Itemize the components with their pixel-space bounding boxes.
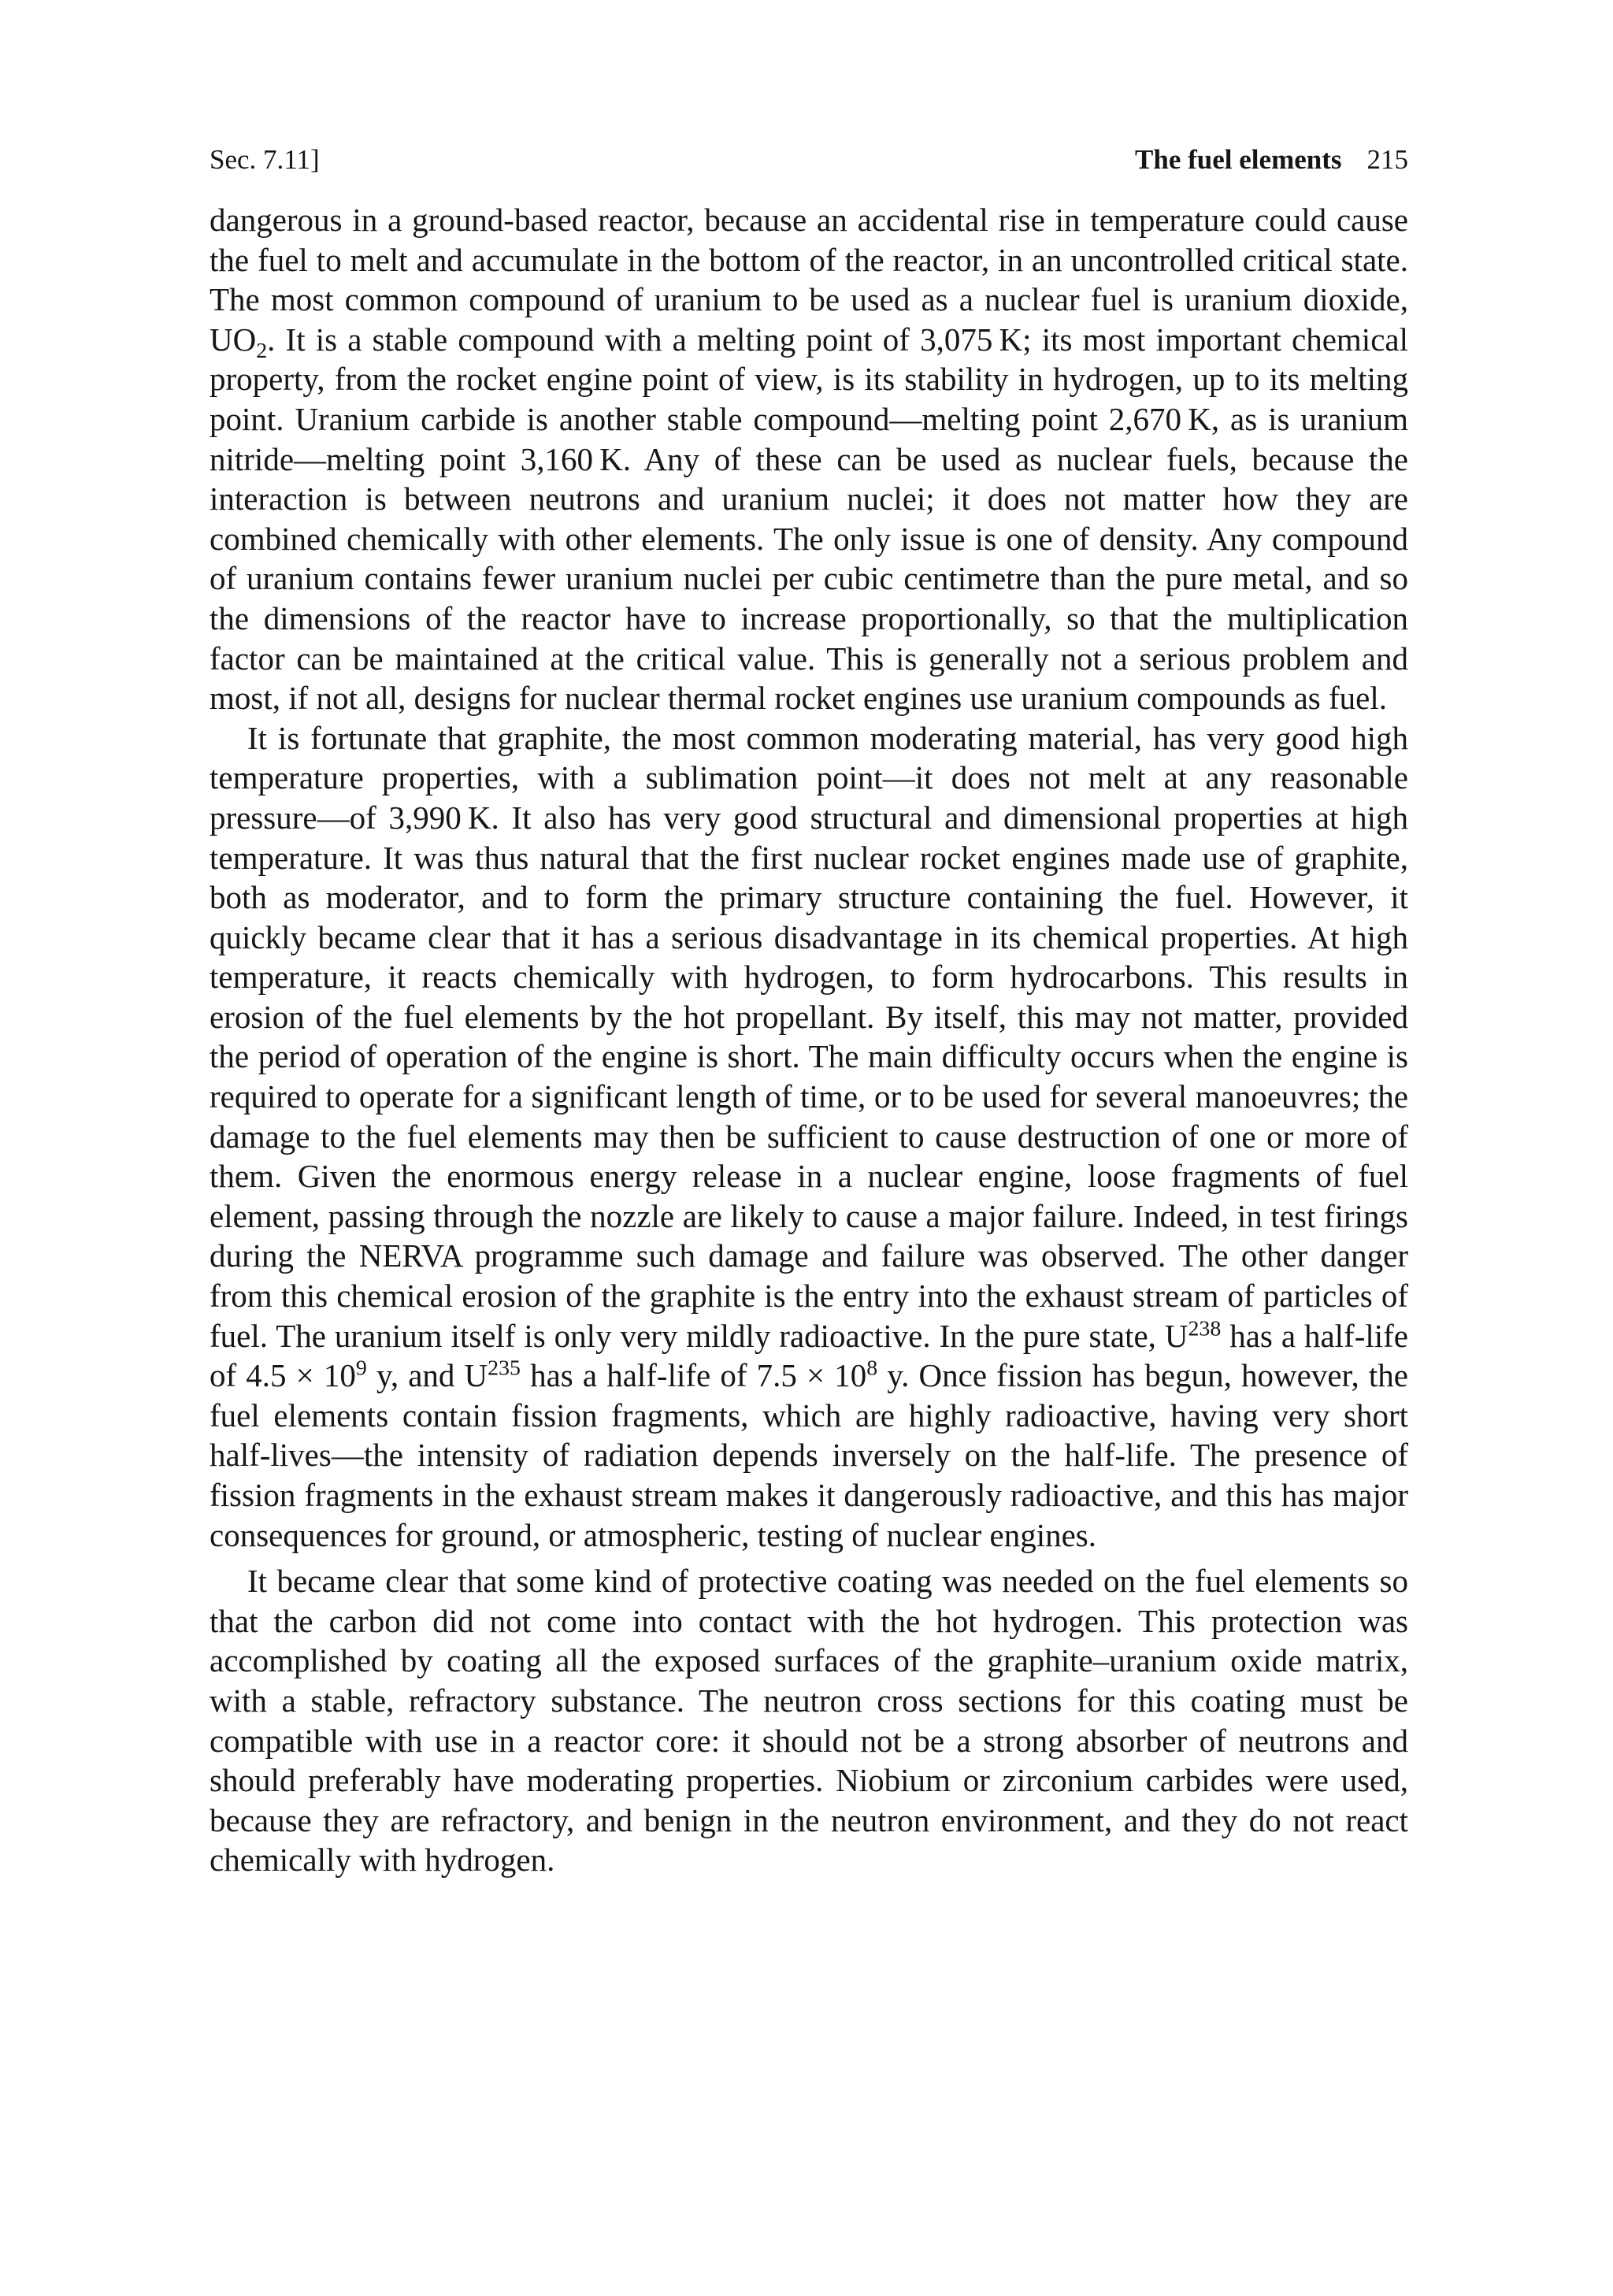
paragraph-1	[210, 200, 1408, 718]
paragraph-1-text-b: . It is a stable compound with a melting point of 3,075 K; its most important chemical property, from the rocket engine point of view, is its stability in hydrogen, up to its melting point. Uranium carbide is another stable compound—melting point 2,670 K, as is uranium nitride—melting point 3,160 K. Any of these can be used as nuclear fuels, because the interaction is between neutrons and uranium nuclei; it does not matter how they are combined chemically with other elements. The only issue is one of density. Any compound of uranium contains fewer uranium nuclei per cubic centimetre than the pure metal, and so the dimensions of the reactor have to increase proportionally, so that the multiplication factor can be maintained at the critical value. This is generally not a serious problem and most, if not all, designs for nuclear thermal rocket engines use uranium compounds as fuel.	[210, 321, 1408, 717]
paragraph-2	[210, 718, 1408, 1555]
book-page	[210, 140, 1408, 1880]
paragraph-2-text-a: It is fortunate that graphite, the most common moderating material, has very good high temperature properties, with a sublimation point—it does not melt at any reasonable pressure—of 3,990 K. It also has very good structural and dimensional properties at high temperature. It was thus natural that the first nuclear rocket engines made use of graphite, both as moderator, and to form the primary structure containing the fuel. However, it quickly became clear that it has a serious disadvantage in its chemical properties. At high temperature, it reacts chemically with hydrogen, to form hydrocarbons. This results in erosion of the fuel elements by the hot propellant. By itself, this may not matter, provided the period of operation of the engine is short. The main difficulty occurs when the engine is required to operate for a significant length of time, or to be used for several manoeuvres; the damage to the fuel elements may then be sufficient to cause destruction of one or more of them. Given the enormous energy release in a nuclear engine, loose fragments of fuel element, passing through the nozzle are likely to cause a major failure. Indeed, in test firings during the NERVA programme such damage and failure was observed. The other danger from this chemical erosion of the graphite is the entry into the exhaust stream of particles of fuel. The uranium itself is only very mildly radioactive. In the pure state, U	[210, 719, 1408, 1354]
paragraph-2-text-e: y. Once fission has begun, however, the fuel elements contain fission fragments, which are highly radioactive, having very short half-lives—the intensity of radiation depends inversely on the half-life. The presence of fission fragments in the exhaust stream makes it dangerously radioactive, and this has major consequences for ground, or atmospheric, testing of nuclear engines.	[210, 1357, 1408, 1553]
paragraph-2-text-d: has a half-life of 7.5 × 10	[520, 1357, 867, 1394]
uo2-subscript: 2	[256, 338, 268, 363]
paragraph-1-text-a: dangerous in a ground-based reactor, because an accidental rise in temperature could cause the fuel to melt and accumulate in the bottom of the reactor, in an uncontrolled critical state. The most common compound of uranium to be used as a nuclear fuel is uranium dioxide, UO	[210, 202, 1408, 358]
page-number: 215	[1366, 144, 1408, 175]
paragraph-2-text-c: y, and U	[366, 1357, 488, 1394]
u235-superscript: 235	[488, 1356, 521, 1381]
u238-superscript: 238	[1188, 1315, 1222, 1341]
paragraph-3-text: It became clear that some kind of protective coating was needed on the fuel elements so that the carbon did not come into contact with the hot hydrogen. This protection was accomplished by coating all the exposed surfaces of the graphite–uranium oxide matrix, with a stable, refractory substance. The neutron cross sections for this coating must be compatible with use in a reactor core: it should not be a strong absorber of neutrons and should preferably have moderating properties. Niobium or zirconium carbides were used, because they are refractory, and benign in the neutron environment, and they do not react chemically with hydrogen.	[210, 1563, 1408, 1879]
body-text	[210, 200, 1408, 1880]
exponent-9-superscript: 9	[355, 1356, 367, 1381]
running-head-right	[1135, 140, 1408, 180]
paragraph-2-text-b: has a half-life of 4.5 × 10	[210, 1317, 1408, 1394]
section-label: Sec. 7.11]	[210, 144, 320, 175]
exponent-8-superscript: 8	[866, 1356, 878, 1381]
running-head	[210, 140, 1408, 180]
chapter-section-title: The fuel elements	[1135, 144, 1342, 175]
paragraph-3	[210, 1561, 1408, 1880]
